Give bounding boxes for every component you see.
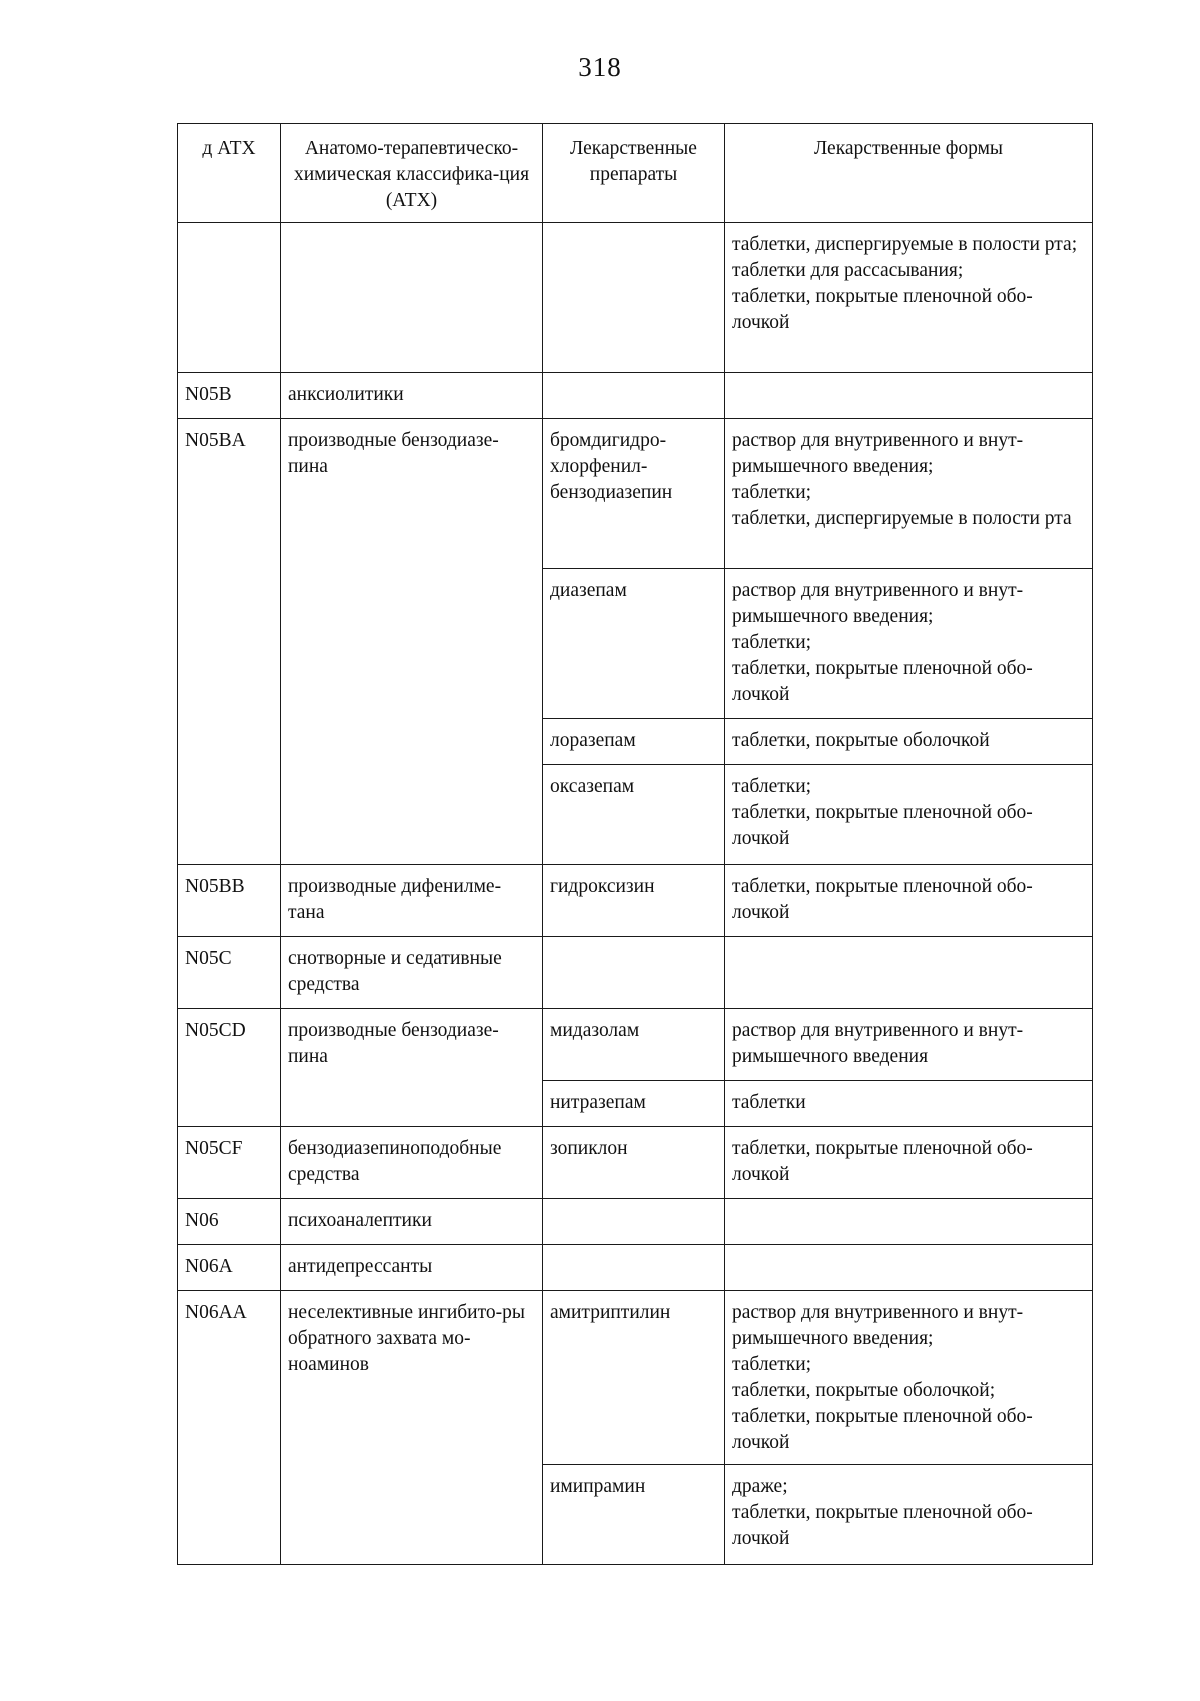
code-cell: N05B — [178, 373, 281, 419]
table-row — [178, 1127, 1093, 1199]
classification-cell: антидепрессанты — [281, 1245, 543, 1291]
drug-cell: диазепам — [543, 569, 725, 719]
table-row — [178, 1245, 1093, 1291]
page-number: 318 — [578, 52, 622, 82]
form-line: таблетки; — [732, 482, 812, 503]
header-code: д АТХ — [178, 124, 281, 223]
table-row — [178, 1199, 1093, 1245]
atx-classification-table — [177, 123, 1093, 1565]
form-line: таблетки, покрытые пленочной обо-лочкой — [732, 1502, 1033, 1549]
classification-cell: производные бензодиазе-пина — [281, 419, 543, 865]
code-cell: N06A — [178, 1245, 281, 1291]
code-cell — [178, 223, 281, 373]
classification-cell: бензодиазепиноподобные средства — [281, 1127, 543, 1199]
drug-cell: имипрамин — [543, 1465, 725, 1565]
code-cell: N05BA — [178, 419, 281, 865]
form-line: таблетки, покрытые пленочной обо-лочкой — [732, 876, 1033, 923]
forms-cell — [725, 765, 1093, 865]
form-line: драже; — [732, 1476, 788, 1497]
form-line: таблетки, диспергируемые в полости рта; — [732, 234, 1078, 255]
form-line: таблетки; — [732, 1354, 812, 1375]
table-row — [178, 373, 1093, 419]
forms-cell — [725, 1009, 1093, 1081]
table-row — [178, 223, 1093, 373]
drug-cell: бромдигидро-хлорфенил-бензодиазепин — [543, 419, 725, 569]
drug-cell: зопиклон — [543, 1127, 725, 1199]
drug-cell — [543, 1245, 725, 1291]
form-line: таблетки, покрытые пленочной обо-лочкой — [732, 1138, 1033, 1185]
code-cell: N06 — [178, 1199, 281, 1245]
code-cell: N06AA — [178, 1291, 281, 1565]
classification-cell: снотворные и седативные средства — [281, 937, 543, 1009]
classification-cell — [281, 223, 543, 373]
code-cell: N05BB — [178, 865, 281, 937]
form-line: таблетки, диспергируемые в полости рта — [732, 508, 1072, 529]
drug-cell — [543, 1199, 725, 1245]
table-row — [178, 865, 1093, 937]
form-line: таблетки для рассасывания; — [732, 260, 964, 281]
code-cell: N05C — [178, 937, 281, 1009]
forms-cell — [725, 1291, 1093, 1465]
drug-cell: амитриптилин — [543, 1291, 725, 1465]
form-line: таблетки, покрытые пленочной обо-лочкой — [732, 286, 1033, 333]
table-header-row — [178, 124, 1093, 223]
form-line: раствор для внутривенного и внут-римышечного введения; — [732, 430, 1024, 477]
forms-cell — [725, 1081, 1093, 1127]
forms-cell — [725, 865, 1093, 937]
table-row — [178, 1291, 1093, 1465]
code-cell: N05CD — [178, 1009, 281, 1127]
form-line: таблетки; — [732, 776, 812, 797]
forms-cell — [725, 223, 1093, 373]
form-line: таблетки, покрытые пленочной обо-лочкой — [732, 802, 1033, 849]
drug-cell: оксазепам — [543, 765, 725, 865]
drug-cell — [543, 373, 725, 419]
classification-cell: производные бензодиазе-пина — [281, 1009, 543, 1127]
form-line: раствор для внутривенного и внут-римышечного введения; — [732, 580, 1024, 627]
drug-cell — [543, 937, 725, 1009]
drug-cell — [543, 223, 725, 373]
forms-cell — [725, 719, 1093, 765]
code-cell: N05CF — [178, 1127, 281, 1199]
form-line: таблетки, покрытые оболочкой — [732, 730, 990, 751]
form-line: раствор для внутривенного и внут-римышечного введения — [732, 1020, 1024, 1067]
header-drugs: Лекарственные препараты — [543, 124, 725, 223]
form-line: таблетки; — [732, 632, 812, 653]
header-classification: Анатомо-терапевтическо-химическая классифика-ция (АТХ) — [281, 124, 543, 223]
forms-cell — [725, 1199, 1093, 1245]
drug-cell: лоразепам — [543, 719, 725, 765]
forms-cell — [725, 1127, 1093, 1199]
drug-cell: нитразепам — [543, 1081, 725, 1127]
classification-cell: психоаналептики — [281, 1199, 543, 1245]
form-line: таблетки, покрытые пленочной обо-лочкой — [732, 658, 1033, 705]
forms-cell — [725, 1465, 1093, 1565]
form-line: раствор для внутривенного и внут-римышечного введения; — [732, 1302, 1024, 1349]
classification-cell: анксиолитики — [281, 373, 543, 419]
header-forms: Лекарственные формы — [725, 124, 1093, 223]
forms-cell — [725, 1245, 1093, 1291]
drug-cell: гидроксизин — [543, 865, 725, 937]
classification-cell: производные дифенилме-тана — [281, 865, 543, 937]
table-row — [178, 1009, 1093, 1081]
drug-cell: мидазолам — [543, 1009, 725, 1081]
classification-cell: неселективные ингибито-ры обратного захвата мо-ноаминов — [281, 1291, 543, 1565]
forms-cell — [725, 419, 1093, 569]
form-line: таблетки — [732, 1092, 806, 1113]
form-line: таблетки, покрытые оболочкой; — [732, 1380, 996, 1401]
forms-cell — [725, 569, 1093, 719]
table-row — [178, 419, 1093, 569]
forms-cell — [725, 937, 1093, 1009]
table-row — [178, 937, 1093, 1009]
forms-cell — [725, 373, 1093, 419]
form-line: таблетки, покрытые пленочной обо-лочкой — [732, 1406, 1033, 1453]
